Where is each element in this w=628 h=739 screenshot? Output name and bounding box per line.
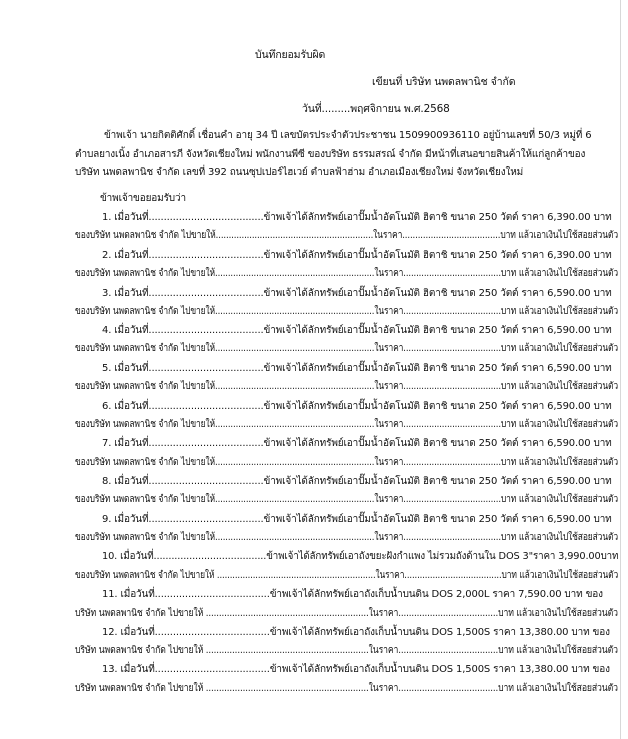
item-13-line-2: บริษัท นพดลพานิช จำกัด ไปขายให้ ..............................................................ในราคา......................................บาท แล้วเอาเงินไปใช้สอยส่วนตัว — [75, 683, 618, 694]
item-2-line-1: 2. เมื่อวันที่......................................ข้าพเจ้าได้ลักทรัพย์เอาปั๊มน้ำอัตโนมัติ ฮิตาชิ ขนาด 250 วัตต์ ราคา 6,390.00 บาท — [102, 250, 612, 261]
item-10-line-2: ของบริษัท นพดลพานิช จำกัด ไปขายให้ ..............................................................ในราคา......................................บาท แล้วเอาเงินไปใช้สอยส่วนตัว — [75, 570, 619, 581]
item-4-line-1: 4. เมื่อวันที่......................................ข้าพเจ้าได้ลักทรัพย์เอาปั๊มน้ำอัตโนมัติ ฮิตาชิ ขนาด 250 วัตต์ ราคา 6,590.00 บาท — [102, 325, 612, 336]
item-3-line-1: 3. เมื่อวันที่......................................ข้าพเจ้าได้ลักทรัพย์เอาปั๊มน้ำอัตโนมัติ ฮิตาชิ ขนาด 250 วัตต์ ราคา 6,590.00 บาท — [102, 288, 612, 299]
item-7-line-2: ของบริษัท นพดลพานิช จำกัด ไปขายให้..............................................................ในราคา......................................บาท แล้วเอาเงินไปใช้สอยส่วนตัว — [75, 457, 619, 468]
item-11-line-2: บริษัท นพดลพานิช จำกัด ไปขายให้ ..............................................................ในราคา......................................บาท แล้วเอาเงินไปใช้สอยส่วนตัว — [75, 608, 618, 619]
item-3-line-2: ของบริษัท นพดลพานิช จำกัด ไปขายให้..............................................................ในราคา......................................บาท แล้วเอาเงินไปใช้สอยส่วนตัว — [75, 306, 619, 317]
written-at-line: เขียนที่ บริษัท นพดลพานิช จำกัด — [372, 76, 516, 88]
item-12-line-1: 12. เมื่อวันที่......................................ข้าพเจ้าได้ลักทรัพย์เอาถังเก็บน้ำบนดิน DOS 1,500S ราคา 13,380.00 บาท ของ — [102, 627, 610, 638]
item-10-line-1: 10. เมื่อวันที่......................................ข้าพเจ้าได้ลักทรัพย์เอาถังขยะฝังกำแพง ไม่รวมถังด้านใน DOS 3"ราคา 3,990.00บาท — [102, 551, 619, 562]
item-9-line-1: 9. เมื่อวันที่......................................ข้าพเจ้าได้ลักทรัพย์เอาปั๊มน้ำอัตโนมัติ ฮิตาชิ ขนาด 250 วัตต์ ราคา 6,590.00 บาท — [102, 514, 612, 525]
item-2-line-2: ของบริษัท นพดลพานิช จำกัด ไปขายให้..............................................................ในราคา......................................บาท แล้วเอาเงินไปใช้สอยส่วนตัว — [75, 268, 619, 279]
item-5-line-2: ของบริษัท นพดลพานิช จำกัด ไปขายให้..............................................................ในราคา......................................บาท แล้วเอาเงินไปใช้สอยส่วนตัว — [75, 381, 619, 392]
page-edge-divider — [620, 0, 621, 739]
item-6-line-2: ของบริษัท นพดลพานิช จำกัด ไปขายให้..............................................................ในราคา......................................บาท แล้วเอาเงินไปใช้สอยส่วนตัว — [75, 419, 619, 430]
item-1-line-2: ของบริษัท นพดลพานิช จำกัด ไปขายให้.............................................................ในราคา......................................บาท แล้วเอาเงินไปใช้สอยส่วนตัว — [75, 230, 618, 241]
item-9-line-2: ของบริษัท นพดลพานิช จำกัด ไปขายให้..............................................................ในราคา......................................บาท แล้วเอาเงินไปใช้สอยส่วนตัว — [75, 532, 619, 543]
item-1-line-1: 1. เมื่อวันที่......................................ข้าพเจ้าได้ลักทรัพย์เอาปั๊มน้ำอัตโนมัติ ฮิตาชิ ขนาด 250 วัตต์ ราคา 6,390.00 บาท — [102, 212, 612, 223]
item-7-line-1: 7. เมื่อวันที่......................................ข้าพเจ้าได้ลักทรัพย์เอาปั๊มน้ำอัตโนมัติ ฮิตาชิ ขนาด 250 วัตต์ ราคา 6,590.00 บาท — [102, 438, 612, 449]
item-8-line-2: ของบริษัท นพดลพานิช จำกัด ไปขายให้..............................................................ในราคา......................................บาท แล้วเอาเงินไปใช้สอยส่วนตัว — [75, 494, 619, 505]
item-5-line-1: 5. เมื่อวันที่......................................ข้าพเจ้าได้ลักทรัพย์เอาปั๊มน้ำอัตโนมัติ ฮิตาชิ ขนาด 250 วัตต์ ราคา 6,590.00 บาท — [102, 363, 612, 374]
intro-line-1: ข้าพเจ้า นายกิตติศักดิ์ เชื่อนคำ อายุ 34 ปี เลขบัตรประจำตัวประชาชน 1509900936110 อยู่บ้านเลขที่ 50/3 หมู่ที่ 6 — [104, 130, 592, 141]
admit-heading: ข้าพเจ้าขอยอมรับว่า — [100, 193, 186, 204]
item-12-line-2: บริษัท นพดลพานิช จำกัด ไปขายให้ ..............................................................ในราคา......................................บาท แล้วเอาเงินไปใช้สอยส่วนตัว — [75, 645, 618, 656]
item-6-line-1: 6. เมื่อวันที่......................................ข้าพเจ้าได้ลักทรัพย์เอาปั๊มน้ำอัตโนมัติ ฮิตาชิ ขนาด 250 วัตต์ ราคา 6,590.00 บาท — [102, 401, 612, 412]
document-title: บันทึกยอมรับผิด — [255, 49, 326, 61]
item-8-line-1: 8. เมื่อวันที่......................................ข้าพเจ้าได้ลักทรัพย์เอาปั๊มน้ำอัตโนมัติ ฮิตาชิ ขนาด 250 วัตต์ ราคา 6,590.00 บาท — [102, 476, 612, 487]
item-11-line-1: 11. เมื่อวันที่......................................ข้าพเจ้าได้ลักทรัพย์เอาถังเก็บน้ำบนดิน DOS 2,000L ราคา 7,590.00 บาท ของ — [102, 589, 603, 600]
item-13-line-1: 13. เมื่อวันที่......................................ข้าพเจ้าได้ลักทรัพย์เอาถังเก็บน้ำบนดิน DOS 1,500S ราคา 13,380.00 บาท ของ — [102, 664, 610, 675]
date-line: วันที่.........พฤศจิกายน พ.ศ.2568 — [302, 103, 450, 115]
intro-line-3: บริษัท นพดลพานิช จำกัด เลขที่ 392 ถนนซุปเปอร์ไฮเวย์ ตำบลฟ้าฮ่าม อำเภอเมืองเชียงใหม่ จังหวัดเชียงใหม่ — [75, 167, 524, 178]
intro-line-2: ตำบลยางเนิ้ง อำเภอสารภี จังหวัดเชียงใหม่ พนักงานพีซี ของบริษัท ธรรมสรณ์ จำกัด มีหน้าที่เสนอขายสินค้าให้แก่ลูกค้าของ — [75, 149, 586, 160]
item-4-line-2: ของบริษัท นพดลพานิช จำกัด ไปขายให้..............................................................ในราคา......................................บาท แล้วเอาเงินไปใช้สอยส่วนตัว — [75, 343, 619, 354]
